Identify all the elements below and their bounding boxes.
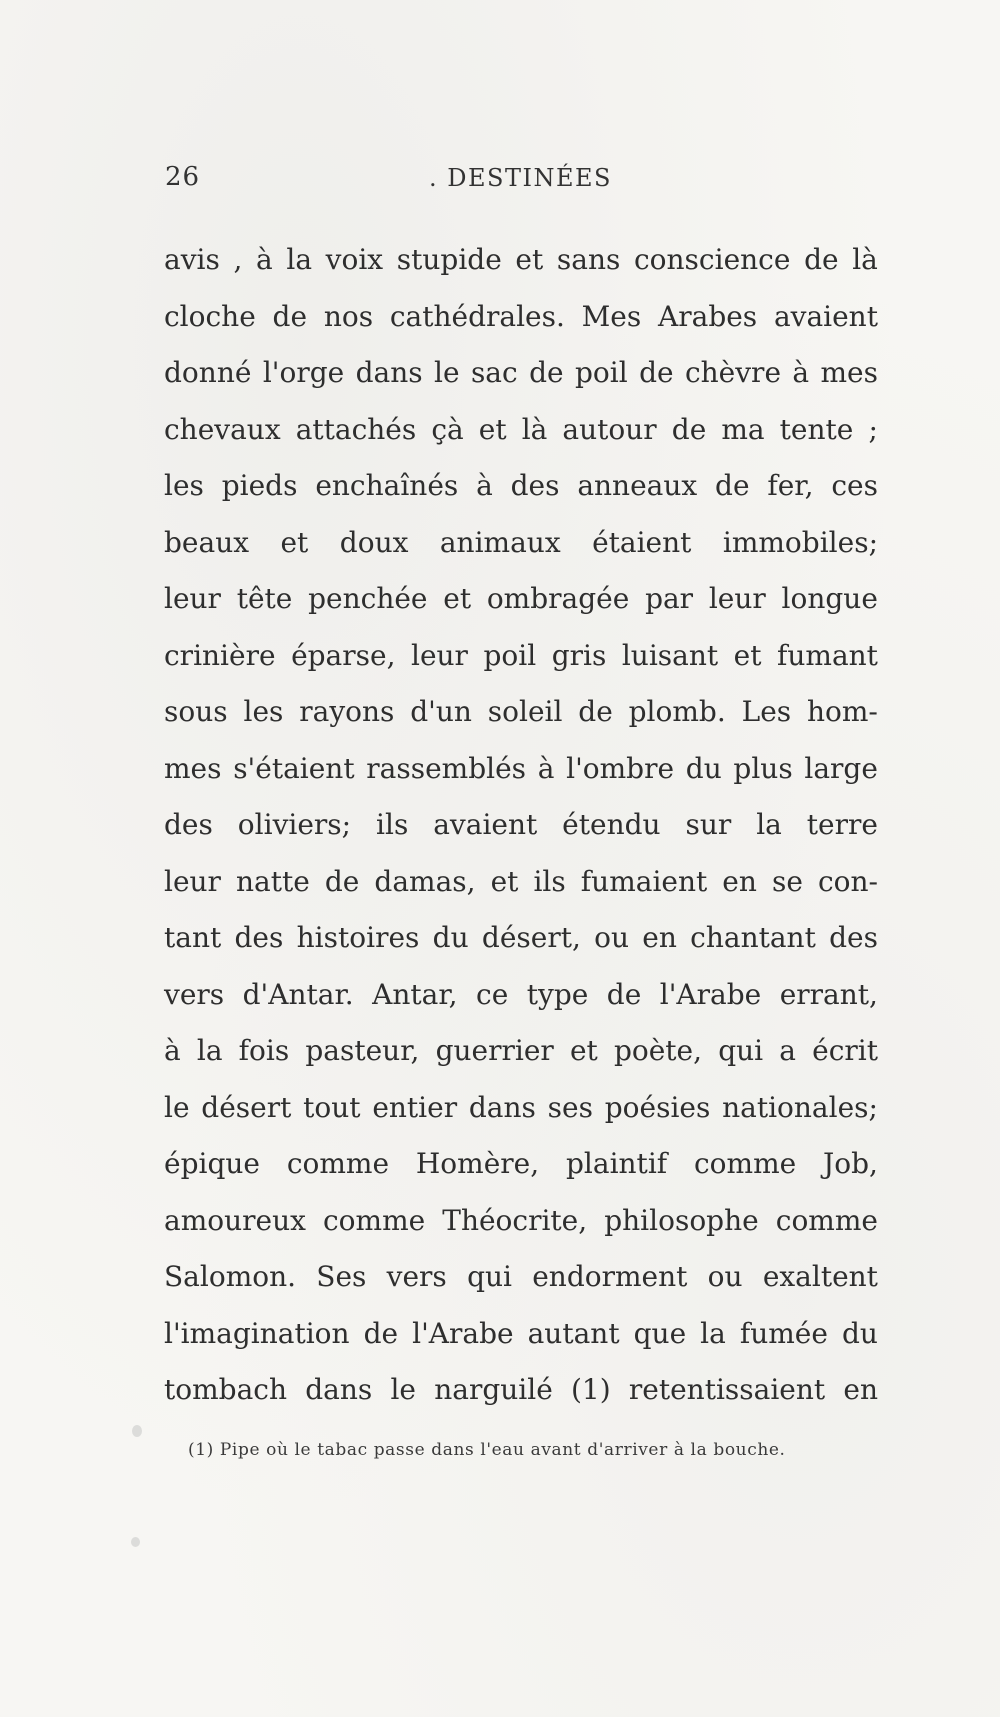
text-line: à la fois pasteur, guerrier et poète, qui a écrit: [164, 1034, 878, 1067]
text-line: donné l'orge dans le sac de poil de chèvre à mes: [164, 356, 878, 389]
text-line: vers d'Antar. Antar, ce type de l'Arabe errant,: [164, 977, 878, 1011]
footnote: (1) Pipe où le tabac passe dans l'eau avant d'arriver à la bouche.: [188, 1440, 786, 1460]
text-line: avis , à la voix stupide et sans conscience de là: [164, 243, 878, 276]
text-line: leur tête penchée et ombragée par leur longue: [164, 582, 878, 615]
text-line: les pieds enchaînés à des anneaux de fer, ces: [164, 469, 878, 502]
text-line: cloche de nos cathédrales. Mes Arabes avaient: [164, 299, 878, 333]
text-line: le désert tout entier dans ses poésies nationales;: [164, 1090, 878, 1124]
text-line: leur natte de damas, et ils fumaient en se con-: [164, 864, 878, 898]
text-line: beaux et doux animaux étaient immobiles;: [164, 525, 878, 559]
text-line: tant des histoires du désert, ou en chantant des: [164, 921, 878, 954]
text-line: épique comme Homère, plaintif comme Job,: [164, 1147, 878, 1180]
running-head: [165, 162, 885, 208]
text-line: mes s'étaient rassemblés à l'ombre du plus large: [164, 751, 878, 785]
text-line: des oliviers; ils avaient étendu sur la terre: [164, 808, 878, 841]
running-title: . DESTINÉES: [429, 164, 612, 192]
text-line: crinière éparse, leur poil gris luisant et fumant: [164, 638, 878, 672]
text-line: chevaux attachés çà et là autour de ma tente ;: [164, 412, 878, 446]
paper-speck: [132, 1425, 142, 1437]
text-line: Salomon. Ses vers qui endorment ou exaltent: [164, 1260, 878, 1293]
text-line: l'imagination de l'Arabe autant que la fumée du: [164, 1316, 878, 1350]
text-line: sous les rayons d'un soleil de plomb. Les hom-: [164, 695, 878, 728]
body-text: [164, 232, 878, 1419]
text-line: amoureux comme Théocrite, philosophe comme: [164, 1203, 878, 1237]
text-line: tombach dans le narguilé (1) retentissaient en: [164, 1373, 878, 1406]
paper-speck: [131, 1537, 140, 1547]
page-number: 26: [165, 162, 201, 192]
